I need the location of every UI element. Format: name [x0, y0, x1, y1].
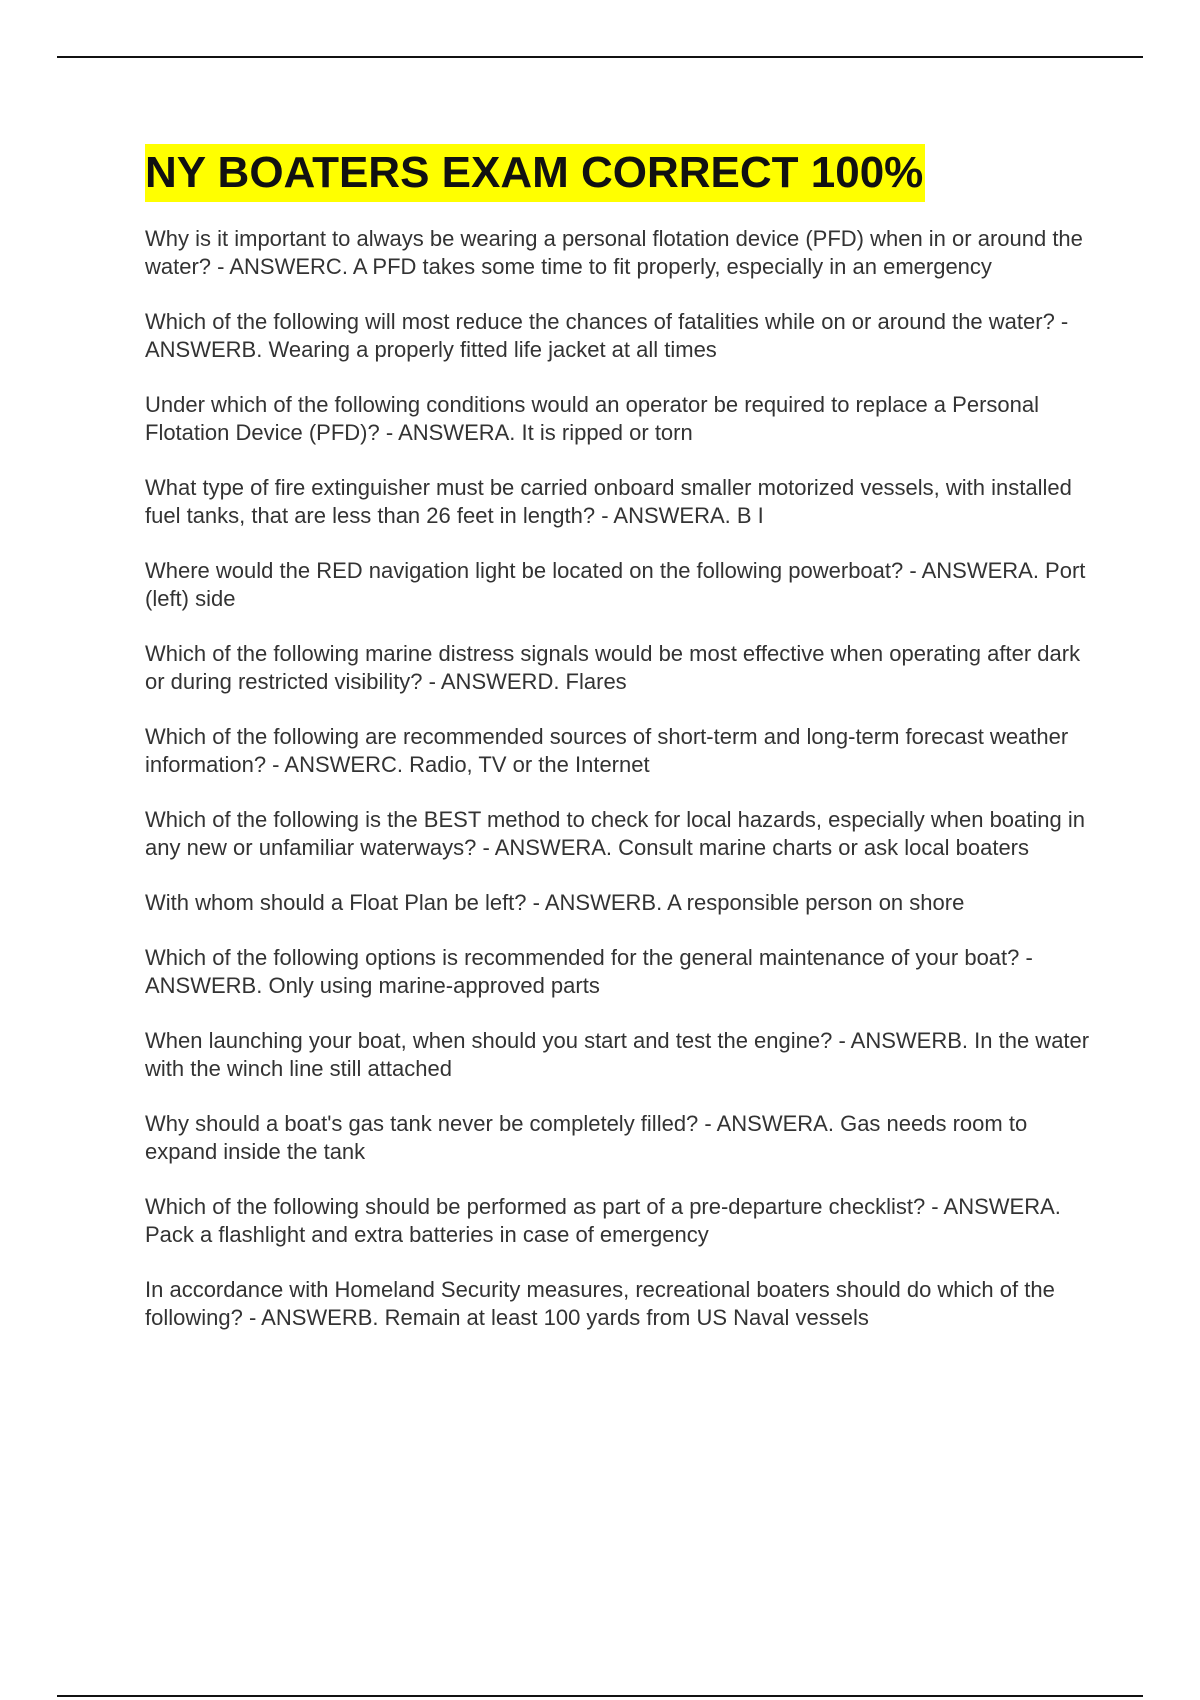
- qa-item-5: Where would the RED navigation light be located on the following powerboat? - ANSWERA. Port (left) side: [145, 558, 1086, 611]
- qa-item-10: Which of the following options is recommended for the general maintenance of your boat? - ANSWERB. Only using marine-approved parts: [145, 945, 1033, 998]
- qa-list: [145, 225, 1095, 1332]
- qa-item-4: What type of fire extinguisher must be carried onboard smaller motorized vessels, with installed fuel tanks, that are less than 26 feet in length? - ANSWERA. B I: [145, 475, 1072, 528]
- document-title: NY BOATERS EXAM CORRECT 100%: [145, 144, 925, 202]
- top-rule: [57, 56, 1143, 58]
- qa-item-9: With whom should a Float Plan be left? - ANSWERB. A responsible person on shore: [145, 890, 965, 915]
- qa-item-12: Why should a boat's gas tank never be completely filled? - ANSWERA. Gas needs room to expand inside the tank: [145, 1111, 1028, 1164]
- qa-item-6: Which of the following marine distress signals would be most effective when operating after dark or during restricted visibility? - ANSWERD. Flares: [145, 641, 1081, 694]
- qa-item-7: Which of the following are recommended sources of short-term and long-term forecast weather information? - ANSWERC. Radio, TV or the Internet: [145, 724, 1069, 777]
- bottom-rule: [57, 1695, 1143, 1697]
- qa-item-11: When launching your boat, when should you start and test the engine? - ANSWERB. In the water with the winch line still attached: [145, 1028, 1090, 1081]
- qa-item-13: Which of the following should be performed as part of a pre-departure checklist? - ANSWERA. Pack a flashlight and extra batteries in case of emergency: [145, 1194, 1061, 1247]
- document-body: [145, 144, 1095, 1359]
- qa-item-8: Which of the following is the BEST method to check for local hazards, especially when boating in any new or unfamiliar waterways? - ANSWERA. Consult marine charts or ask local boaters: [145, 807, 1085, 860]
- qa-item-3: Under which of the following conditions would an operator be required to replace a Personal Flotation Device (PFD)? - ANSWERA. It is ripped or torn: [145, 392, 1039, 445]
- qa-item-1: Why is it important to always be wearing a personal flotation device (PFD) when in or around the water? - ANSWERC. A PFD takes some time to fit properly, especially in an emergency: [145, 226, 1083, 279]
- qa-item-14: In accordance with Homeland Security measures, recreational boaters should do which of the following? - ANSWERB. Remain at least 100 yards from US Naval vessels: [145, 1277, 1055, 1330]
- qa-item-2: Which of the following will most reduce the chances of fatalities while on or around the water? - ANSWERB. Wearing a properly fitted life jacket at all times: [145, 309, 1069, 362]
